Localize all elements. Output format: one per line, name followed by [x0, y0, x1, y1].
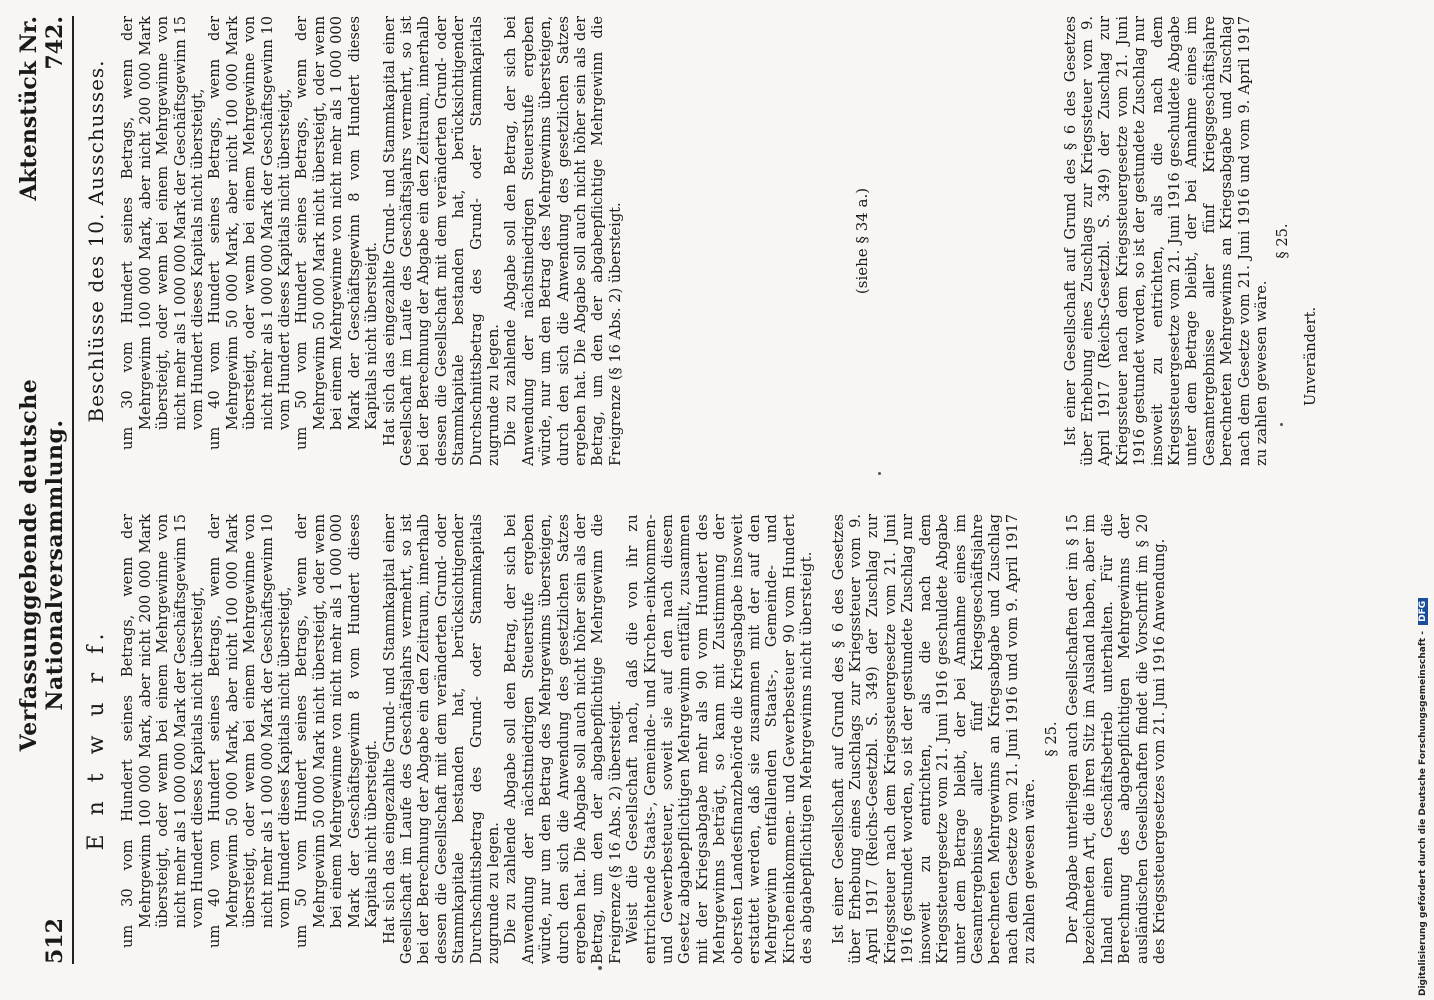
right-column-title: Beschlüsse des 10. Ausschusses. — [84, 59, 108, 423]
left-column — [84, 514, 1319, 964]
left-section-heading: § 25. — [1042, 721, 1060, 757]
left-paragraph-1: Hat sich das eingezahlte Grund- und Stammkapital einer Gesellschaft im Laufe des Geschäftsjahrs vermehrt, so ist bei der Berechnung der Abgabe ein den Zeitraum, innerhalb dessen die Gesellschaft mit dem veränderten Grund- oder Stammkapitale bestanden hat, berücksichtigender Durchschnittsbetrag des Grund- oder Stammkapitals zugrunde zu legen. — [380, 514, 502, 964]
left-item-3: um 50 vom Hundert seines Betrags, wenn der Mehrgewinn 50 000 Mark nicht übersteigt, oder wenn bei einem Mehrgewinne von nicht mehr als 1 000 000 Mark der Geschäftsgewinn 8 vom Hundert dieses Kapitals nicht übersteigt. — [293, 514, 381, 948]
left-item-2: um 40 vom Hundert seines Betrags, wenn der Mehrgewinn 50 000 Mark, aber nicht 100 000 Mark übersteigt, oder wenn bei einem Mehrgewinne von nicht mehr als 1 000 000 Mark der Geschäftsgewinn 10 vom Hundert dieses Kapitals nicht übersteigt, — [206, 514, 294, 948]
right-item-3: um 50 vom Hundert seines Betrags, wenn der Mehrgewinn 50 000 Mark nicht übersteigt, oder wenn bei einem Mehrgewinne von nicht mehr als 1 000 000 Mark der Geschäftsgewinn 8 vom Hundert dieses Kapitals nicht übersteigt. — [293, 16, 381, 450]
credit-text: Digitalisierung gefördert durch die Deutsche Forschungsgemeinschaft - — [1418, 631, 1428, 996]
right-item-2: um 40 vom Hundert seines Betrags, wenn der Mehrgewinn 50 000 Mark, aber nicht 100 000 Mark übersteigt, oder wenn bei einem Mehrgewinne von nicht mehr als 1 000 000 Mark der Geschäftsgewinn 10 vom Hundert dieses Kapitals nicht übersteigt, — [206, 16, 294, 450]
right-paragraph-4: Ist einer Gesellschaft auf Grund des § 6 des Gesetzes über Erhebung eines Zuschlags zur Kriegssteuer vom 9. April 1917 (Reichs-Gesetzbl. S. 349) der Zuschlag zur Kriegssteuer nach dem Kriegssteuergesetze vom 21. Juni 1916 gestundet worden, so ist der gestundete Zuschlag nur insoweit zu entrichten, als die nach dem Kriegssteuergesetze vom 21. Juni 1916 geschuldete Abgabe unter dem Betrage bleibt, der bei Annahme eines im Gesamtergebnisse aller fünf Kriegsgeschäftsjahre berechneten Mehrgewinns an Kriegsabgabe und Zuschlag nach dem Gesetze vom 21. Juni 1916 und vom 9. April 1917 zu zahlen gewesen wäre. — [1061, 16, 1271, 466]
left-paragraph-4: Ist einer Gesellschaft auf Grund des § 6 des Gesetzes über Erhebung eines Zuschlags zur Kriegssteuer vom 9. April 1917 (Reichs-Gesetzbl. S. 349) der Zuschlag zur Kriegssteuer nach dem Kriegssteuergesetze vom 21. Juni 1916 gestundet worden, so ist der gestundete Zuschlag nur insoweit zu entrichten, als die nach dem Kriegssteuergesetze vom 21. Juni 1916 geschuldete Abgabe unter dem Betrage bleibt, der bei Annahme eines im Gesamtergebnisse aller fünf Kriegsgeschäftsjahre berechneten Mehrgewinns an Kriegsabgabe und Zuschlag nach dem Gesetze vom 21. Juni 1916 und vom 9. April 1917 zu zahlen gewesen wäre. — [829, 514, 1039, 964]
right-section-heading: § 25. — [1274, 223, 1292, 259]
document-number: Aktenstück Nr. 742. — [16, 16, 68, 201]
right-unchanged-note: Unverändert. — [1301, 306, 1319, 406]
scan-speck — [878, 472, 881, 475]
left-item-1: um 30 vom Hundert seines Betrags, wenn der Mehrgewinn 100 000 Mark, aber nicht 200 000 Mark übersteigt, oder wenn bei einem Mehrgewinne von nicht mehr als 1 000 000 Mark der Geschäftsgewinn 15 vom Hundert dieses Kapitals nicht übersteigt, — [119, 514, 207, 948]
page-title: Verfassunggebende deutsche Nationalversammlung. — [16, 378, 68, 752]
page-number: 512 — [42, 918, 68, 964]
document-page — [16, 10, 1350, 970]
page-header — [16, 16, 74, 964]
left-column-title: E n t w u r f. — [84, 627, 109, 851]
right-column — [84, 16, 1319, 466]
columns — [74, 16, 1319, 964]
dfg-logo: DFG — [1418, 598, 1428, 625]
right-cross-reference: (siehe § 34 a.) — [853, 187, 872, 295]
left-paragraph-2: Die zu zahlende Abgabe soll den Betrag, der sich bei Anwendung der nächstniedrigen Steuerstufe ergeben würde, nur um den Betrag des Mehrgewinns übersteigen, durch den sich die Anwendung des gesetzlichen Satzes ergeben hat. Die Abgabe soll auch nicht höher sein als der Betrag, um den der abgabepflichtige Mehrgewinn die Freigrenze (§ 16 Abs. 2) übersteigt. — [502, 514, 624, 964]
right-paragraph-2: Die zu zahlende Abgabe soll den Betrag, der sich bei Anwendung der nächstniedrigen Steuerstufe ergeben würde, nur um den Betrag des Mehrgewinns übersteigen, durch den sich die Anwendung des gesetzlichen Satzes ergeben hat. Die Abgabe soll auch nicht höher sein als der Betrag, um den der abgabepflichtige Mehrgewinn die Freigrenze (§ 16 Abs. 2) übersteigt. — [502, 16, 624, 466]
scan-speck — [1280, 423, 1283, 426]
scan-speck — [598, 966, 602, 970]
digitization-credit — [1418, 598, 1428, 996]
right-item-1: um 30 vom Hundert seines Betrags, wenn der Mehrgewinn 100 000 Mark, aber nicht 200 000 Mark übersteigt, oder wenn bei einem Mehrgewinne von nicht mehr als 1 000 000 Mark der Geschäftsgewinn 15 vom Hundert dieses Kapitals nicht übersteigt, — [119, 16, 207, 450]
left-paragraph-5: Der Abgabe unterliegen auch Gesellschaften der im § 15 bezeichneten Art, die ihren Sitz im Ausland haben, aber im Inland einen Geschäftsbetrieb unterhalten. Für die Berechnung des abgabepflichtigen Mehrgewinns der ausländischen Gesellschaften findet die Vorschrift im § 20 des Kriegssteuergesetzes vom 21. Juni 1916 Anwendung. — [1063, 514, 1168, 964]
left-paragraph-3: Weist die Gesellschaft nach, daß die von ihr zu entrichtende Staats-, Gemeinde- und Kirchen-einkommen- und Gewerbesteuer, soweit sie auf den nach diesem Gesetz abgabepflichtigen Mehrgewinn entfällt, zusammen mit der Kriegsabgabe mehr als 90 vom Hundert des Mehrgewinns beträgt, so kann mit Zustimmung der obersten Landesfinanzbehörde die Kriegsabgabe insoweit erstattet werden, daß sie zusammen mit der auf den Mehrgewinn entfallenden Staats-, Gemeinde- und Kircheneinkommen- und Gewerbesteuer 90 vom Hundert des abgabepflichtigen Mehrgewinns nicht übersteigt. — [624, 514, 816, 964]
right-paragraph-1: Hat sich das eingezahlte Grund- und Stammkapital einer Gesellschaft im Laufe des Geschäftsjahrs vermehrt, so ist bei der Berechnung der Abgabe ein den Zeitraum, innerhalb dessen die Gesellschaft mit dem veränderten Grund- oder Stammkapitale bestanden hat, berücksichtigender Durchschnittsbetrag des Grund- oder Stammkapitals zugrunde zu legen. — [380, 16, 502, 466]
